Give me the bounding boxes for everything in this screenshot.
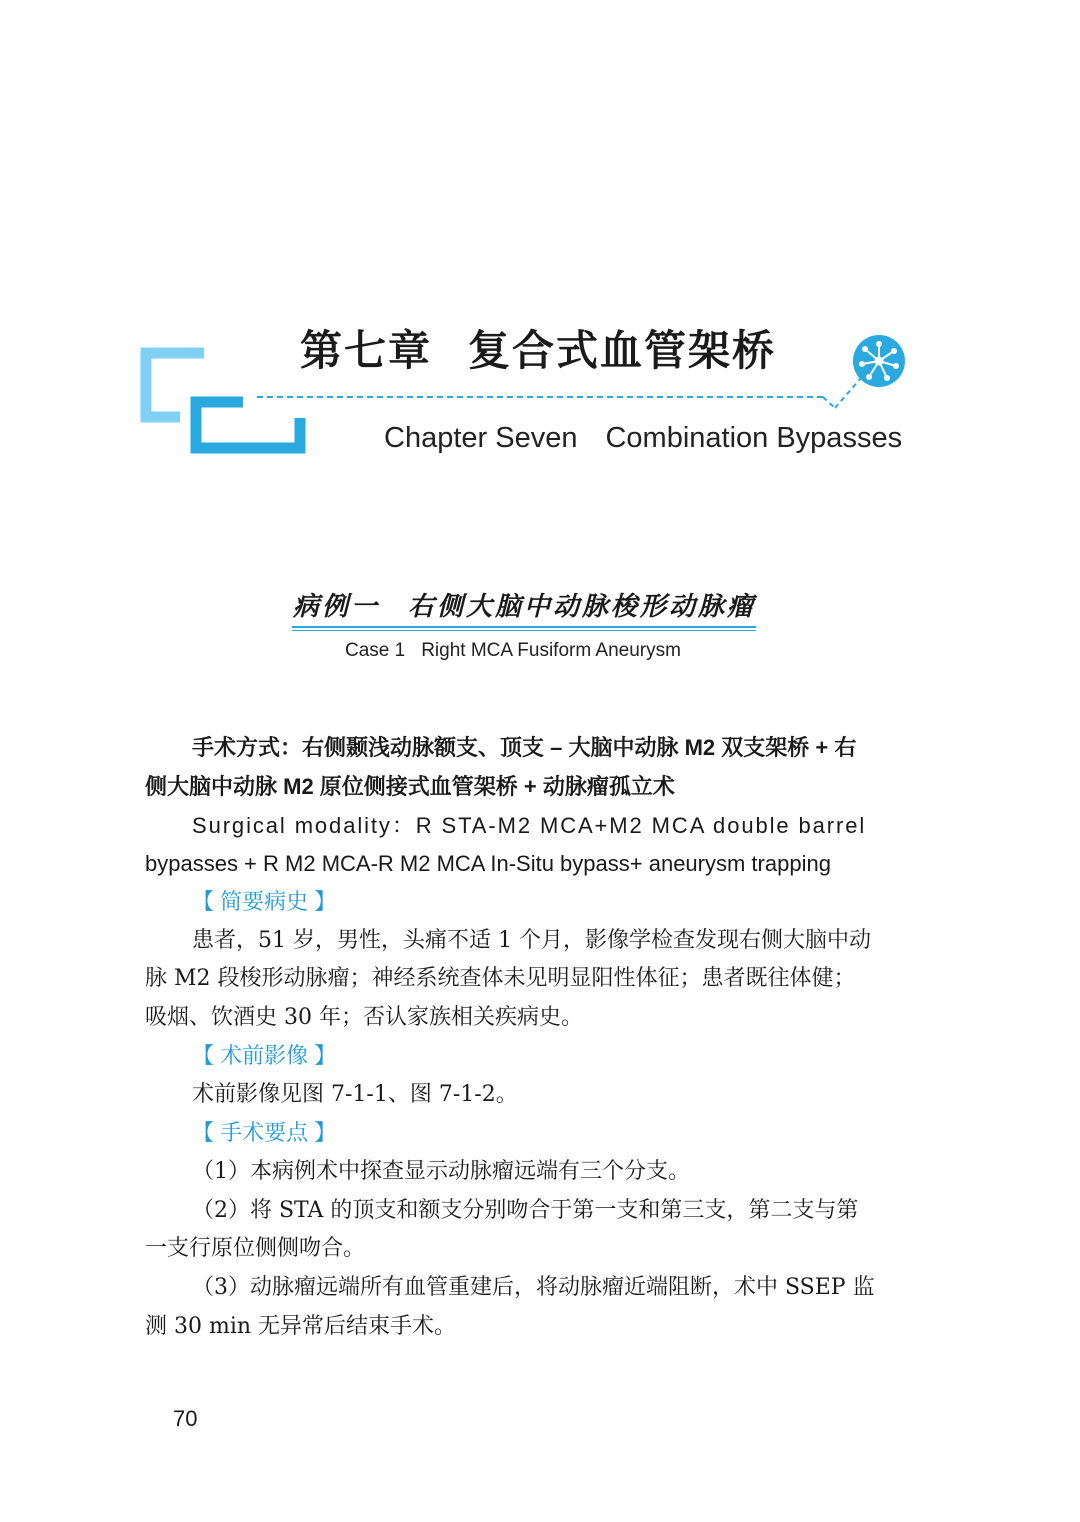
case-name-en: Right MCA Fusiform Aneurysm — [421, 640, 681, 661]
point-1: （1）本病例术中探查显示动脉瘤远端有三个分支。 — [192, 1159, 690, 1184]
points-heading: 【 手术要点 】 — [192, 1120, 337, 1145]
point-2-line-2: 一支行原位侧侧吻合。 — [145, 1236, 366, 1261]
case-title-en — [345, 640, 681, 662]
surgery-zh-line-2: 侧大脑中动脉 M2 原位侧接式血管架桥 + 动脉瘤孤立术 — [145, 774, 675, 799]
case-number-en: Case 1 — [345, 640, 406, 661]
history-line-1: 患者，51 岁，男性，头痛不适 1 个月，影像学检查发现右侧大脑中动 — [192, 928, 871, 953]
point-2-line-1: （2）将 STA 的顶支和额支分别吻合于第一支和第三支，第二支与第 — [192, 1198, 859, 1223]
surgery-en-line-2: bypasses + R M2 MCA-R M2 MCA In-Situ bypass+ aneurysm trapping — [145, 851, 831, 876]
chapter-number-en: Chapter Seven — [384, 422, 578, 454]
history-line-3: 吸烟、饮酒史 30 年；否认家族相关疾病史。 — [145, 1005, 583, 1030]
page-number: 70 — [173, 1406, 198, 1431]
network-node-icon — [851, 333, 907, 389]
point-3-line-2: 测 30 min 无异常后结束手术。 — [145, 1314, 457, 1339]
surgery-en-line-1: Surgical modality：R STA-M2 MCA+M2 MCA double barrel — [192, 813, 867, 838]
chapter-number: 第七章 — [300, 326, 433, 375]
case-title-zh — [293, 586, 756, 623]
history-line-2: 脉 M2 段梭形动脉瘤；神经系统查体未见明显阳性体征；患者既往体健； — [145, 966, 856, 991]
chapter-name: 复合式血管架桥 — [468, 326, 777, 375]
chapter-name-en: Combination Bypasses — [605, 422, 903, 454]
case-name: 右侧大脑中动脉梭形动脉瘤 — [408, 592, 757, 622]
imaging-line-1: 术前影像见图 7-1-1、图 7-1-2。 — [192, 1082, 518, 1107]
surgery-zh-line-1: 手术方式：右侧颞浅动脉额支、顶支 – 大脑中动脉 M2 双支架桥 + 右 — [192, 735, 857, 760]
imaging-heading: 【 术前影像 】 — [192, 1043, 337, 1068]
chapter-title-en — [384, 422, 902, 455]
case-underline-thin — [292, 630, 756, 631]
case-underline — [292, 626, 756, 628]
chapter-title-zh — [300, 318, 777, 378]
case-number: 病例一 — [293, 592, 381, 622]
point-3-line-1: （3）动脉瘤远端所有血管重建后，将动脉瘤近端阻断，术中 SSEP 监 — [192, 1275, 875, 1300]
history-heading: 【 简要病史 】 — [192, 889, 337, 914]
